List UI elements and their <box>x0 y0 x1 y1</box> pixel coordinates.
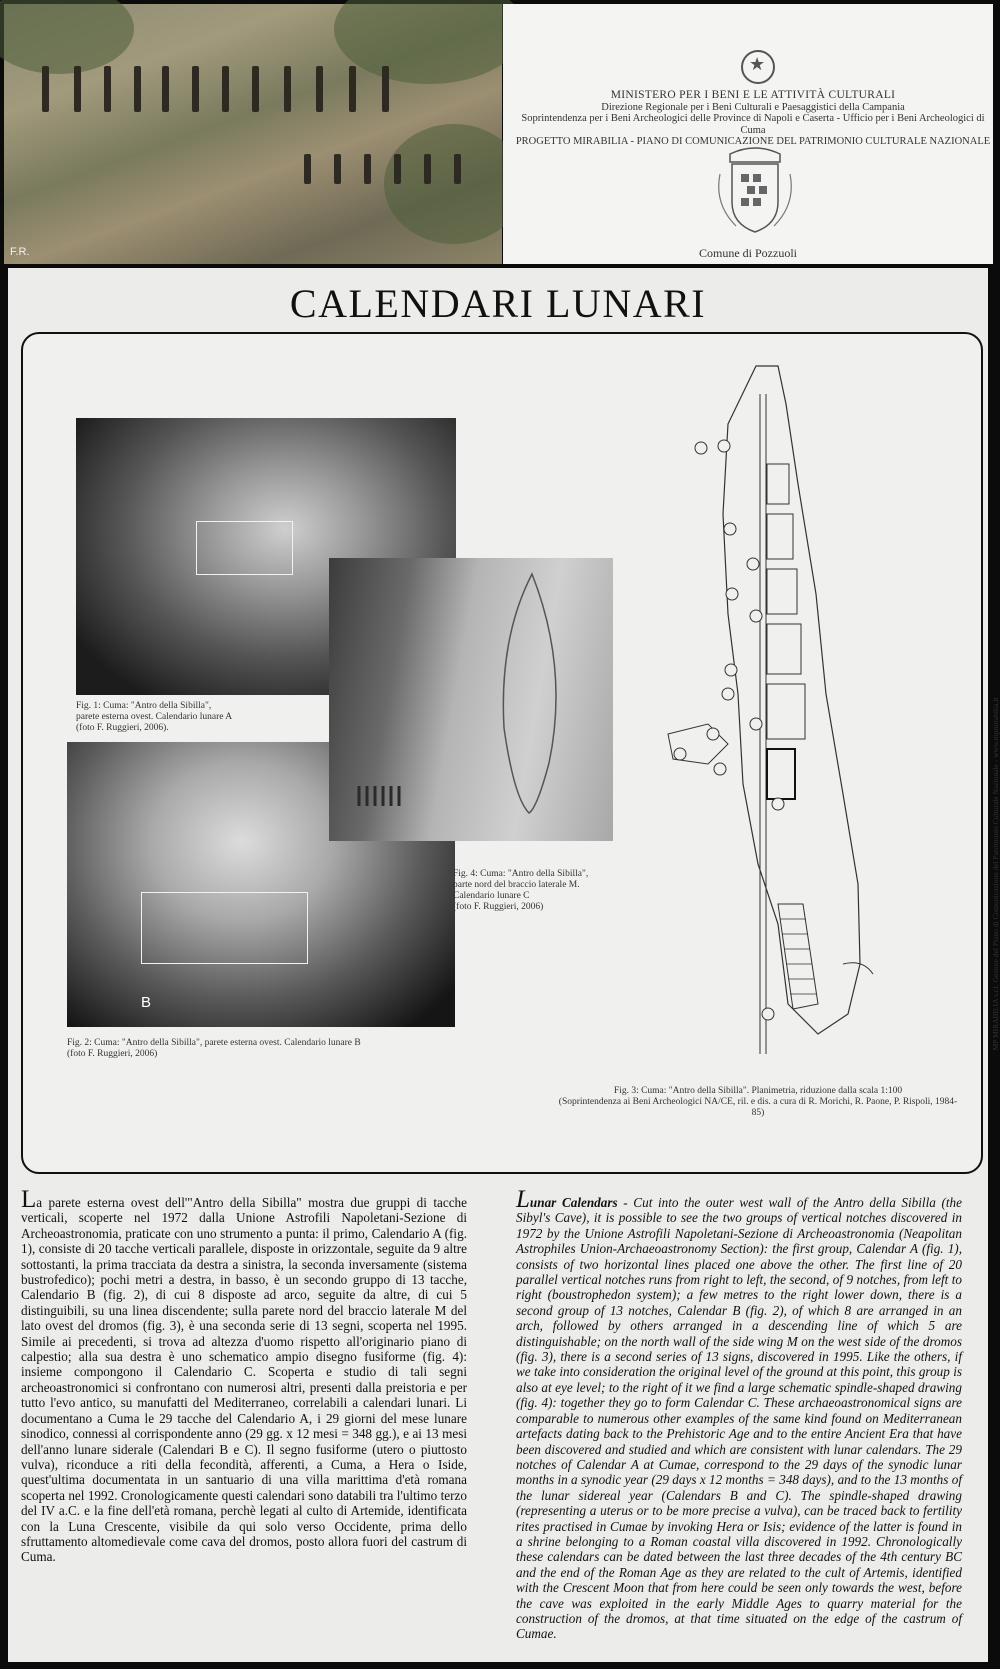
photo-credit: F.R. <box>10 246 30 258</box>
fig2-caption <box>67 1038 487 1060</box>
fig4-photo <box>329 558 613 841</box>
page-title: CALENDARI LUNARI <box>289 281 707 326</box>
dropcap: L <box>516 1186 530 1213</box>
fig1-caption <box>76 701 316 734</box>
calendar-b-highlight <box>141 892 308 964</box>
notch <box>192 66 199 112</box>
notch <box>104 66 111 112</box>
republic-emblem-icon <box>741 50 775 84</box>
notch <box>334 154 341 184</box>
caption-line: Fig. 3: Cuma: "Antro della Sibilla". Planimetria, riduzione dalla scala 1:100 <box>613 1086 903 1096</box>
notch <box>74 66 81 112</box>
notch <box>364 154 371 184</box>
notch <box>454 154 461 184</box>
spindle-drawing-icon <box>329 558 613 841</box>
fig3-caption <box>558 1086 958 1119</box>
moss-patch <box>0 0 134 74</box>
notch <box>162 66 169 112</box>
notch <box>134 66 141 112</box>
fig4-caption <box>453 869 653 913</box>
notch <box>252 66 259 112</box>
notch <box>284 66 291 112</box>
rock-wall-photo <box>4 4 502 264</box>
notch <box>222 66 229 112</box>
caption-line: (Soprintendenza ai Beni Archeologici NA/CE, ril. e dis. a cura di R. Morichi, R. Paone, P. Rispoli, 1984-85) <box>558 1097 958 1118</box>
ministry-line: MINISTERO PER I BENI E LE ATTIVITÀ CULTURALI <box>610 89 896 101</box>
info-panel <box>8 268 1000 1662</box>
italian-text <box>21 1186 467 1565</box>
italian-body: a parete esterna ovest dell'"Antro della Sibilla" mostra due gruppi di tacche verticali, scoperte nel 1972 dalla Unione Astrofili Napoletani-Sezione di Archeoastronomia, praticate con uno strumento a punta: il primo, Calendario A (fig. 1), consiste di 20 tacche verticali parallele, disposte in orizzontale, seguite da 9 altre sottostanti, la prima tracciata da destra a sinistra, la seconda inversamente (sistema bustrofedico); pochi metri a destra, in basso, è un secondo gruppo di 13 tacche, Calendario B (fig. 2), di cui 8 disposte ad arco, seguite da altre, di cui 5 distinguibili, su una linea discendente; sulla parete nord del braccio laterale M del lato ovest del dromos (fig. 3), è una seconda serie di 13 segni, scoperta nel 1995. Simile ai precedenti, si trova ad altezza d'uomo rispetto all'originario piano di calpestio; alla sua destra è uno schematico ampio disegno fusiforme (fig. 4): insieme compongono il Calendario C. Scoperta e studio di tali segni archeoastronomici si confrontano con numerosi altri, presenti dalla preistoria e per tutto l'evo antico, su manufatti del Mediterraneo, correlabili a calendari lunari. Li documentano a Cuma le 29 tacche del Calendario A, i 29 giorni del mese lunare sinodico, connessi al corrispondente anno (29 gg. x 12 mesi = 348 gg.), e ai 13 mesi dell'anno lunare siderale (Calendari B e C). Il segno fusiforme (utero o piuttosto vulva), riconduce a riti della fecondità, afferenti, a Cuma, a Hera o Iside, quest'ultima documentata in un santuario di una villa marittima d'età romana scoperta nel 1992. Cronologicamente questi calendari sono databili tra l'ultimo terzo del IV a.C. e la fine dell'età romana, perchè legati al culto di Artemide, identificata con la Luna Crescente, visibile da qui solo verso Occidente, prima dello sfruttamento altomedievale come cava del dromos, posto allora fuori del castrum di Cuma. <box>21 1195 467 1565</box>
ministry-line: Direzione Regionale per i Beni Culturali e Paesaggistici della Campania <box>601 101 905 113</box>
notch <box>316 66 323 112</box>
caption-line: parte nord del braccio laterale M. <box>453 880 580 890</box>
dropcap: L <box>21 1186 37 1213</box>
caption-line: (foto F. Ruggieri, 2006) <box>453 902 544 912</box>
english-text <box>516 1186 962 1642</box>
notch <box>304 154 311 184</box>
notch <box>42 66 49 112</box>
cave-floor-plan <box>668 364 893 1079</box>
notch <box>424 154 431 184</box>
comune-label: Comune di Pozzuoli <box>699 246 797 260</box>
caption-line: parete esterna ovest. Calendario lunare A <box>76 712 233 722</box>
english-body: - Cut into the outer west wall of the Antro della Sibilla (the Sibyl's Cave), it is possible to see the two groups of vertical notches discovered in 1972 by the Unione Astrofili Napoletani-Sezione di Archeoastronomia (Neapolitan Astrophiles Union-Archaeoastronomy Section): the first group, Calendar A (fig. 1), consists of two horizontal lines placed one above the other. The first line of 20 parallel vertical notches runs from right to left, the second, of 9 notches, from left to right (boustrophedon system); a few metres to the right lower down, there is a second group of 13 notches, Calendar B (fig. 2), of which 8 are arranged in an arch, followed by others arranged in a descending line of which 5 are distinguishable; on the north wall of the side wing M on the west side of the dromos (fig. 3), there is a second series of 13 signs, discovered in 1995. Like the others, if we take into consideration the original level of the ground at this point, this group is also at eye level; to the right of it we find a large schematic spindle-shaped drawing (fig. 4): together they go to form Calendar C. These archaeoastronomical signs are comparable to numerous other examples of the same kind found on Mediterranean artefacts dating back to the Prehistoric Age and to the entire Ancient Era that have been discovered and studied and which are consistent with lunar calendars. The 29 notches of Calendar A at Cumae, correspond to the 29 days of the synodic lunar months in a synodic year (29 days x 12 months = 348 days), and to the 13 months of the lunar sidereal year (Calendars B and C). The spindle-shaped drawing (representing a uterus or to be more precise a vulva), can be traced back to fertility rites practised in Cumae by invoking Hera or Isis; evidence of the latter is found in a shrine belonging to a Roman coastal villa discovered in 1992. Chronologically these calendars can be dated between the last three decades of the 4th century BC and the end of the Roman Age as they are related to the cult of Artemis, identified with the Crescent Moon that from here could be seen only towards the west, before the cave was exploited in the early Middle Ages to quarry material for the construction of the dromos, at that time situated on the edge of the castrum of Cumae. <box>516 1195 962 1642</box>
caption-line: Fig. 4: Cuma: "Antro della Sibilla", <box>453 869 589 879</box>
calendar-a-highlight <box>196 521 293 575</box>
caption-line: Fig. 1: Cuma: "Antro della Sibilla", <box>76 701 212 711</box>
ministry-text <box>513 90 993 148</box>
figures-frame <box>21 332 1000 1174</box>
notch <box>382 66 389 112</box>
notch <box>394 154 401 184</box>
side-credit: MP MIRABILIA s.r.l. Gestore del Piano di Comunicazione del Patrimonio Culturale Nazionale - www.mpmirabilia.it <box>991 697 1000 1051</box>
institution-header <box>503 4 993 264</box>
ministry-line: PROGETTO MIRABILIA - PIANO DI COMUNICAZIONE DEL PATRIMONIO CULTURALE NAZIONALE <box>515 136 991 147</box>
caption-line: Fig. 2: Cuma: "Antro della Sibilla", parete esterna ovest. Calendario lunare B <box>67 1038 361 1048</box>
caption-line: (foto F. Ruggieri, 2006). <box>76 723 169 733</box>
fig2-label: B <box>141 994 152 1011</box>
moss-patch <box>334 0 524 84</box>
notch <box>349 66 356 112</box>
caption-line: Calendario lunare C <box>453 891 530 901</box>
english-lead: unar Calendars <box>529 1195 618 1210</box>
pozzuoli-crest-icon <box>716 144 794 236</box>
ministry-line: Soprintendenza per i Beni Archeologici delle Province di Napoli e Caserta - Ufficio per i Beni Archeologici di Cuma <box>521 113 985 136</box>
caption-line: (foto F. Ruggieri, 2006) <box>67 1049 158 1059</box>
